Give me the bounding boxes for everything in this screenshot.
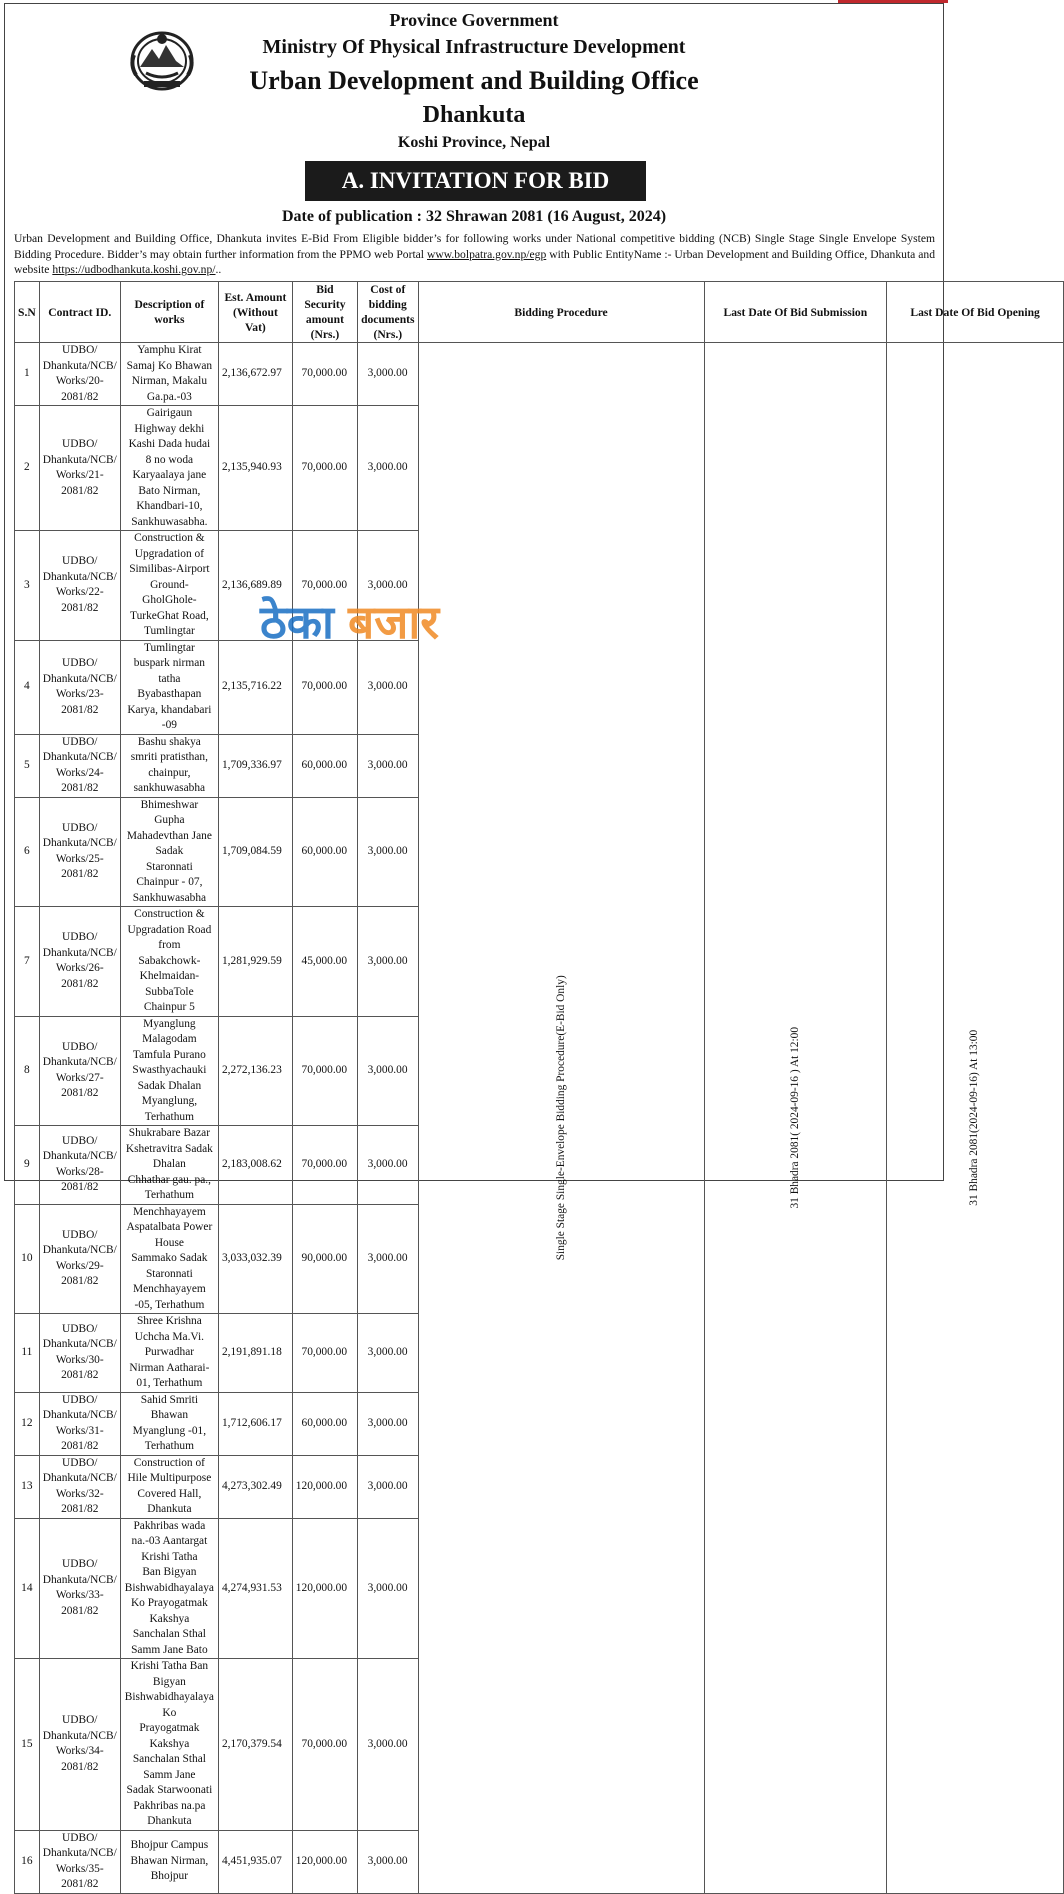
header-est-amount: Est. Amount (Without Vat) bbox=[218, 282, 292, 343]
cell-description-line: Ground-GholGhole-TurkeGhat Road, Tumlingtar bbox=[130, 578, 209, 637]
cell-bid-security: 70,000.00 bbox=[292, 406, 357, 531]
cell-description-line: Bashu shakya smriti pratisthan, bbox=[130, 735, 208, 763]
cell-bid-security: 70,000.00 bbox=[292, 1314, 357, 1393]
cell-cost-documents: 3,000.00 bbox=[358, 1455, 418, 1518]
publication-date: Date of publication : 32 Shrawan 2081 (16 August, 2024) bbox=[281, 208, 667, 225]
cell-description-line: Bhojpur Campus Bhawan Nirman, Bhojpur bbox=[130, 1839, 209, 1883]
cell-description bbox=[120, 734, 218, 797]
cell-description-line: Construction & Upgradation of Similibas-Airport bbox=[129, 532, 210, 575]
cell-description-line: Staronnati Chainpur - 07, bbox=[136, 860, 203, 888]
cell-description bbox=[120, 907, 218, 1017]
cell-contract-id-line: UDBO/ bbox=[62, 821, 98, 834]
cell-contract-id bbox=[39, 640, 120, 734]
cell-contract-id-line: Works/34-2081/82 bbox=[55, 1745, 104, 1773]
cell-sn: 13 bbox=[15, 1455, 40, 1518]
cell-est-amount: 2,272,136.23 bbox=[218, 1016, 292, 1126]
cell-contract-id-line: Works/22-2081/82 bbox=[55, 586, 104, 614]
cell-contract-id-line: Works/31-2081/82 bbox=[55, 1424, 104, 1452]
cell-bid-security: 120,000.00 bbox=[292, 1518, 357, 1659]
cell-sn: 12 bbox=[15, 1392, 40, 1455]
cell-cost-documents: 3,000.00 bbox=[358, 1659, 418, 1831]
cell-contract-id bbox=[39, 1455, 120, 1518]
cell-description-line: Ga.pa.-03 bbox=[146, 390, 192, 403]
cell-description bbox=[120, 343, 218, 406]
province-address: Koshi Province, Nepal bbox=[397, 134, 551, 151]
cell-description-line: Gairigaun Highway dekhi Kashi Dada hudai bbox=[128, 407, 211, 450]
cell-est-amount: 4,273,302.49 bbox=[218, 1455, 292, 1518]
cell-description-line: Kakshya Sanchalan Sthal Samm Jane Bato bbox=[131, 1612, 208, 1656]
header-cost-documents: Cost of bidding documents (Nrs.) bbox=[358, 282, 418, 343]
cell-cost-documents: 3,000.00 bbox=[358, 1204, 418, 1314]
cell-last-opening-text: 31 Bhadra 2081(2024-09-16) At 13:00 bbox=[968, 1029, 981, 1206]
cell-description-line: 8 no woda Karyaalaya jane Bato Nirman, bbox=[132, 453, 207, 497]
cell-cost-documents: 3,000.00 bbox=[358, 1314, 418, 1393]
cell-contract-id-line: UDBO/ bbox=[62, 1393, 98, 1406]
header-bid-security: Bid Security amount (Nrs.) bbox=[292, 282, 357, 343]
cell-sn: 10 bbox=[15, 1204, 40, 1314]
cell-contract-id-line: UDBO/ bbox=[62, 735, 98, 748]
cell-cost-documents: 3,000.00 bbox=[358, 734, 418, 797]
cell-description-line: Prayogatmak Kakshya Sanchalan Sthal Samm Jane bbox=[132, 1722, 206, 1781]
cell-bid-security: 60,000.00 bbox=[292, 797, 357, 907]
cell-description bbox=[120, 1392, 218, 1455]
cell-contract-id bbox=[39, 406, 120, 531]
cell-contract-id-line: Dhankuta/NCB/ bbox=[42, 1056, 117, 1069]
cell-contract-id-line: UDBO/ bbox=[62, 344, 98, 356]
cell-sn: 14 bbox=[15, 1518, 40, 1659]
header-contract-id: Contract ID. bbox=[39, 282, 120, 343]
cell-last-submission bbox=[704, 343, 887, 1894]
cell-est-amount: 1,281,929.59 bbox=[218, 907, 292, 1017]
cell-est-amount: 2,135,716.22 bbox=[218, 640, 292, 734]
cell-bid-security: 70,000.00 bbox=[292, 1126, 357, 1205]
ministry-name: Ministry Of Physical Infrastructure Development bbox=[262, 36, 686, 58]
province-government: Province Government bbox=[389, 10, 559, 30]
header-bidding-procedure: Bidding Procedure bbox=[418, 282, 704, 343]
cell-description bbox=[120, 1455, 218, 1518]
cell-bid-security: 120,000.00 bbox=[292, 1455, 357, 1518]
cell-contract-id-line: Works/25-2081/82 bbox=[55, 852, 104, 881]
cell-description bbox=[120, 406, 218, 531]
cell-description bbox=[120, 1830, 218, 1893]
notice-title: A. INVITATION FOR BID bbox=[305, 161, 646, 201]
office-location: Dhankuta bbox=[422, 102, 526, 128]
cell-sn: 8 bbox=[15, 1016, 40, 1126]
cell-contract-id-line: Works/20-2081/82 bbox=[55, 375, 104, 403]
cell-est-amount: 2,136,689.89 bbox=[218, 531, 292, 641]
cell-sn: 3 bbox=[15, 531, 40, 641]
cell-description-line: Byabasthapan Karya, khandabari -09 bbox=[127, 688, 212, 731]
cell-description-line: Construction of Hile Multipurpose bbox=[127, 1456, 212, 1484]
cell-sn: 7 bbox=[15, 907, 40, 1017]
cell-contract-id-line: Works/29-2081/82 bbox=[55, 1259, 104, 1288]
cell-description-line: Menchhayayem -05, Terhathum bbox=[133, 1283, 206, 1311]
cell-contract-id-line: Works/28-2081/82 bbox=[55, 1165, 104, 1194]
cell-contract-id bbox=[39, 1126, 120, 1205]
cell-description-line: Covered Hall, Dhankuta bbox=[137, 1487, 202, 1515]
cell-contract-id bbox=[39, 531, 120, 641]
cell-bid-security: 45,000.00 bbox=[292, 907, 357, 1017]
cell-contract-id bbox=[39, 1659, 120, 1831]
cell-sn: 4 bbox=[15, 640, 40, 734]
cell-contract-id bbox=[39, 1314, 120, 1393]
cell-est-amount: 4,451,935.07 bbox=[218, 1830, 292, 1893]
intro-paragraph bbox=[14, 231, 935, 278]
cell-contract-id-line: Dhankuta/NCB/ bbox=[42, 1573, 117, 1586]
cell-sn: 15 bbox=[15, 1659, 40, 1831]
cell-contract-id-line: UDBO/ bbox=[62, 931, 98, 944]
cell-contract-id-line: Works/26-2081/82 bbox=[55, 962, 104, 990]
cell-est-amount: 1,709,084.59 bbox=[218, 797, 292, 907]
cell-contract-id-line: Works/21-2081/82 bbox=[55, 469, 104, 497]
cell-description-line: Myanglung, Terhathum bbox=[141, 1095, 198, 1123]
cell-contract-id-line: UDBO/ bbox=[62, 1456, 98, 1469]
cell-est-amount: 2,136,672.97 bbox=[218, 343, 292, 406]
cell-contract-id-line: UDBO/ bbox=[62, 555, 98, 568]
cell-bid-security: 70,000.00 bbox=[292, 1016, 357, 1126]
cell-description-line: chainpur, sankhuwasabha bbox=[133, 766, 206, 794]
cell-last-opening bbox=[887, 343, 1064, 1894]
cell-description-line: Sammako Sadak Staronnati bbox=[131, 1252, 208, 1280]
cell-description-line: Construction & Upgradation Road from bbox=[127, 908, 212, 951]
cell-contract-id-line: Works/30-2081/82 bbox=[55, 1353, 104, 1382]
cell-sn: 2 bbox=[15, 406, 40, 531]
intro-text-2: with Public EntityName :- Urban Development and Building Office, Dhankuta and website bbox=[14, 247, 936, 276]
cell-contract-id bbox=[39, 1392, 120, 1455]
cell-bid-security: 70,000.00 bbox=[292, 531, 357, 641]
cell-contract-id bbox=[39, 1518, 120, 1659]
cell-contract-id-line: UDBO/ bbox=[62, 1134, 98, 1147]
table-row bbox=[15, 343, 1064, 406]
cell-cost-documents: 3,000.00 bbox=[358, 406, 418, 531]
cell-description-line: Krishi Tatha Ban Bigyan Bishwabidhayalaya Ko bbox=[124, 1660, 214, 1719]
cell-contract-id-line: UDBO/ bbox=[62, 1831, 98, 1844]
cell-contract-id-line: Dhankuta/NCB/ bbox=[42, 1847, 117, 1859]
cell-contract-id bbox=[39, 734, 120, 797]
cell-cost-documents: 3,000.00 bbox=[358, 640, 418, 734]
cell-cost-documents: 3,000.00 bbox=[358, 797, 418, 907]
cell-contract-id bbox=[39, 907, 120, 1017]
bid-table bbox=[14, 281, 1064, 1894]
cell-description-line: Yamphu Kirat Samaj Ko Bhawan Nirman, Makalu bbox=[126, 344, 213, 387]
cell-bid-security: 70,000.00 bbox=[292, 343, 357, 406]
cell-sn: 6 bbox=[15, 797, 40, 907]
cell-description-line: Swasthyachauki Sadak Dhalan bbox=[132, 1064, 207, 1092]
cell-contract-id-line: UDBO/ bbox=[62, 1714, 98, 1727]
bolpatra-link[interactable]: www.bolpatra.gov.np/egp bbox=[427, 247, 547, 261]
office-name: Urban Development and Building Office bbox=[249, 66, 699, 95]
cell-contract-id-line: UDBO/ bbox=[62, 1558, 98, 1571]
cell-bid-security: 70,000.00 bbox=[292, 1659, 357, 1831]
cell-description-line: Ban Bigyan Bishwabidhayalaya Ko Prayogatmak bbox=[124, 1566, 214, 1609]
cell-description bbox=[120, 797, 218, 907]
cell-est-amount: 2,170,379.54 bbox=[218, 1659, 292, 1831]
header-last-opening: Last Date Of Bid Opening bbox=[887, 282, 1064, 343]
cell-bid-security: 60,000.00 bbox=[292, 1392, 357, 1455]
cell-description bbox=[120, 640, 218, 734]
cell-est-amount: 3,033,032.39 bbox=[218, 1204, 292, 1314]
cell-description-line: Bhimeshwar Gupha Mahadevthan Jane Sadak bbox=[126, 798, 212, 857]
cell-cost-documents: 3,000.00 bbox=[358, 531, 418, 641]
watermark-text: ठेका बजार bbox=[260, 595, 440, 649]
header-sn: S.N bbox=[15, 282, 40, 343]
cell-bid-security: 120,000.00 bbox=[292, 1830, 357, 1893]
cell-est-amount: 1,709,336.97 bbox=[218, 734, 292, 797]
cell-description bbox=[120, 1204, 218, 1314]
cell-est-amount: 1,712,606.17 bbox=[218, 1392, 292, 1455]
header-description: Description of works bbox=[120, 282, 218, 343]
cell-contract-id bbox=[39, 1830, 120, 1893]
cell-contract-id bbox=[39, 1204, 120, 1314]
cell-description-line: Pakhribas wada na.-03 Aantargat Krishi Tatha bbox=[131, 1519, 208, 1563]
cell-est-amount: 2,135,940.93 bbox=[218, 406, 292, 531]
cell-contract-id-line: Works/33-2081/82 bbox=[55, 1589, 104, 1617]
cell-sn: 1 bbox=[15, 343, 40, 406]
cell-description-line: Sadak Starwoonati Pakhribas na.pa Dhankuta bbox=[126, 1784, 213, 1827]
cell-contract-id-line: Dhankuta/NCB/ bbox=[42, 1472, 117, 1484]
cell-sn: 9 bbox=[15, 1126, 40, 1205]
cell-cost-documents: 3,000.00 bbox=[358, 1016, 418, 1126]
cell-cost-documents: 3,000.00 bbox=[358, 1392, 418, 1455]
cell-last-submission-text: 31 Bhadra 2081( 2024-09-16 ) At 12:00 bbox=[788, 1026, 801, 1209]
cell-description-line: Shree Krishna Uchcha Ma.Vi. Purwadhar bbox=[134, 1315, 204, 1358]
office-website-link[interactable]: https://udbodhankuta.koshi.gov.np/ bbox=[52, 263, 216, 276]
cell-est-amount: 4,274,931.53 bbox=[218, 1518, 292, 1659]
cell-contract-id-line: Dhankuta/NCB/ bbox=[42, 751, 117, 763]
cell-contract-id bbox=[39, 797, 120, 907]
cell-contract-id-line: Works/23-2081/82 bbox=[55, 688, 104, 716]
cell-contract-id-line: Dhankuta/NCB/ bbox=[42, 946, 117, 959]
cell-cost-documents: 3,000.00 bbox=[358, 907, 418, 1017]
header-last-submission: Last Date Of Bid Submission bbox=[704, 282, 887, 343]
intro-text-3: .. bbox=[215, 263, 222, 276]
cell-description-line: Myanglung -01, Terhathum bbox=[132, 1424, 207, 1452]
cell-description bbox=[120, 1314, 218, 1393]
cell-contract-id-line: UDBO/ bbox=[62, 438, 98, 450]
cell-sn: 11 bbox=[15, 1314, 40, 1393]
intro-text-1: Urban Development and Building Office, Dhankuta invites E-Bid From Eligible bidder’s for following works under National competitive bidding (NCB) Single Stage Single Envelope System Bidding Procedure. Bidder’s may obtain further information from the PPMO web Portal bbox=[14, 232, 935, 261]
cell-bid-security: 70,000.00 bbox=[292, 640, 357, 734]
cell-contract-id-line: Works/24-2081/82 bbox=[55, 766, 104, 794]
cell-description bbox=[120, 531, 218, 641]
table-header-row bbox=[15, 282, 1064, 343]
cell-cost-documents: 3,000.00 bbox=[358, 1830, 418, 1893]
cell-description-line: Shukrabare Bazar Kshetravitra Sadak Dhalan bbox=[125, 1127, 213, 1170]
cell-cost-documents: 3,000.00 bbox=[358, 1518, 418, 1659]
cell-contract-id-line: Dhankuta/NCB/ bbox=[42, 1244, 117, 1257]
cell-description-line: Khandbari-10, Sankhuwasabha. bbox=[131, 500, 208, 528]
cell-description-line: Sankhuwasabha bbox=[132, 891, 207, 904]
cell-bid-security: 90,000.00 bbox=[292, 1204, 357, 1314]
cell-contract-id-line: Dhankuta/NCB/ bbox=[42, 837, 117, 850]
cell-est-amount: 2,183,008.62 bbox=[218, 1126, 292, 1205]
cell-contract-id-line: UDBO/ bbox=[62, 657, 98, 669]
cell-contract-id-line: UDBO/ bbox=[62, 1322, 98, 1335]
cell-cost-documents: 3,000.00 bbox=[358, 343, 418, 406]
cell-contract-id-line: Dhankuta/NCB/ bbox=[42, 453, 117, 466]
cell-contract-id-line: Dhankuta/NCB/ bbox=[42, 1409, 117, 1421]
cell-description-line: Sabakchowk-Khelmaidan-SubbaTole Chainpur 5 bbox=[138, 954, 201, 1013]
cell-contract-id-line: UDBO/ bbox=[62, 1040, 98, 1053]
cell-contract-id-line: Works/27-2081/82 bbox=[55, 1071, 104, 1100]
cell-est-amount: 2,191,891.18 bbox=[218, 1314, 292, 1393]
cell-contract-id-line: Dhankuta/NCB/ bbox=[42, 1150, 117, 1163]
cell-contract-id-line: UDBO/ bbox=[62, 1228, 98, 1241]
cell-contract-id-line: Works/35-2081/82 bbox=[55, 1862, 104, 1890]
cell-description-line: Tumlingtar buspark nirman tatha bbox=[133, 641, 205, 685]
cell-contract-id bbox=[39, 343, 120, 406]
cell-sn: 5 bbox=[15, 734, 40, 797]
cell-contract-id-line: Dhankuta/NCB/ bbox=[42, 672, 117, 685]
cell-bidding-procedure bbox=[418, 343, 704, 1894]
cell-sn: 16 bbox=[15, 1830, 40, 1893]
cell-cost-documents: 3,000.00 bbox=[358, 1126, 418, 1205]
cell-description-line: Nirman Aatharai-01, Terhathum bbox=[129, 1361, 210, 1389]
cell-contract-id-line: Works/32-2081/82 bbox=[55, 1487, 104, 1515]
cell-description bbox=[120, 1659, 218, 1831]
cell-description bbox=[120, 1518, 218, 1659]
cell-contract-id-line: Dhankuta/NCB/ bbox=[42, 570, 117, 583]
cell-contract-id-line: Dhankuta/NCB/ bbox=[42, 359, 117, 372]
cell-contract-id-line: Dhankuta/NCB/ bbox=[42, 1338, 117, 1351]
cell-contract-id bbox=[39, 1016, 120, 1126]
cell-description-line: Sahid Smriti Bhawan bbox=[140, 1393, 199, 1421]
cell-bid-security: 60,000.00 bbox=[292, 734, 357, 797]
cell-description-line: Chhathar gau. pa., Terhathum bbox=[127, 1173, 211, 1201]
cell-contract-id-line: Dhankuta/NCB/ bbox=[42, 1729, 117, 1742]
cell-description bbox=[120, 1126, 218, 1205]
cell-description-line: Myanglung Malagodam Tamfula Purano bbox=[132, 1017, 206, 1061]
cell-description-line: Menchhayayem Aspatalbata Power House bbox=[126, 1205, 213, 1249]
cell-bidding-procedure-text: Single Stage Single-Envelope Bidding Procedure(E-Bid Only) bbox=[554, 975, 567, 1261]
top-accent-line bbox=[838, 0, 948, 3]
cell-description bbox=[120, 1016, 218, 1126]
